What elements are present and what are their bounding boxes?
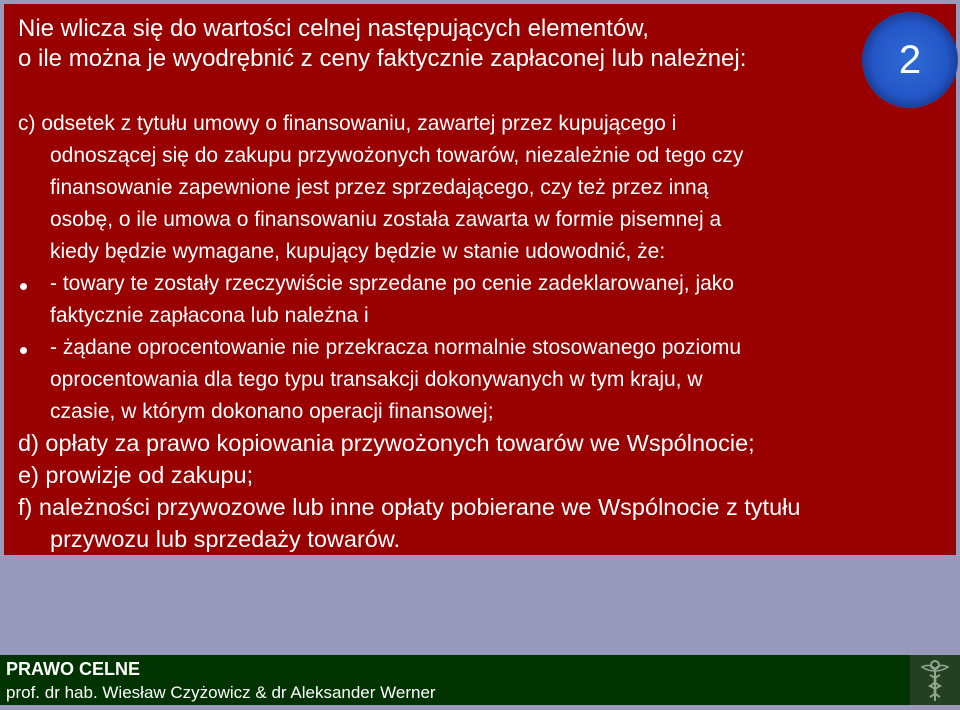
slide-title <box>18 14 838 74</box>
body-line: czasie, w którym dokonano operacji finansowej; <box>50 400 494 423</box>
body-line-c: c) odsetek z tytułu umowy o finansowaniu, zawartej przez kupującego i <box>18 112 677 135</box>
body-line: faktycznie zapłacona lub należna i <box>50 304 369 327</box>
body-line: odnoszącej się do zakupu przywożonych towarów, niezależnie od tego czy <box>50 144 744 167</box>
slide-content-panel <box>4 4 956 555</box>
caduceus-logo-icon <box>910 655 960 705</box>
footer-bar <box>0 655 960 705</box>
body-line-bullet: - żądane oprocentowanie nie przekracza normalnie stosowanego poziomu <box>50 336 742 359</box>
body-line-bullet: - towary te zostały rzeczywiście sprzedane po cenie zadeklarowanej, jako <box>50 272 734 295</box>
body-line: oprocentowania dla tego typu transakcji dokonywanych w tym kraju, w <box>50 368 703 391</box>
body-line-d: d) opłaty za prawo kopiowania przywożonych towarów we Wspólnocie; <box>18 430 755 456</box>
body-line: kiedy będzie wymagane, kupujący będzie w stanie udowodnić, że: <box>50 240 666 263</box>
body-line: osobę, o ile umowa o finansowaniu została zawarta w formie pisemnej a <box>50 208 722 231</box>
body-line-e: e) prowizje od zakupu; <box>18 462 254 488</box>
page-number: 2 <box>898 38 922 82</box>
title-line: o ile można je wyodrębnić z ceny faktycznie zapłaconej lub należnej: <box>18 45 747 72</box>
title-line: Nie wlicza się do wartości celnej następujących elementów, <box>18 15 649 42</box>
body-line-f: f) należności przywozowe lub inne opłaty pobierane we Wspólnocie z tytułu <box>18 494 801 520</box>
body-line: przywozu lub sprzedaży towarów. <box>50 526 401 552</box>
bullet-icon <box>20 347 27 354</box>
bullet-icon <box>20 283 27 290</box>
footer-title: PRAWO CELNE <box>6 659 141 679</box>
body-line: finansowanie zapewnione jest przez sprzedającego, czy też przez inną <box>50 176 709 199</box>
page-number-badge <box>862 12 958 108</box>
footer-authors: prof. dr hab. Wiesław Czyżowicz & dr Aleksander Werner <box>6 683 436 702</box>
